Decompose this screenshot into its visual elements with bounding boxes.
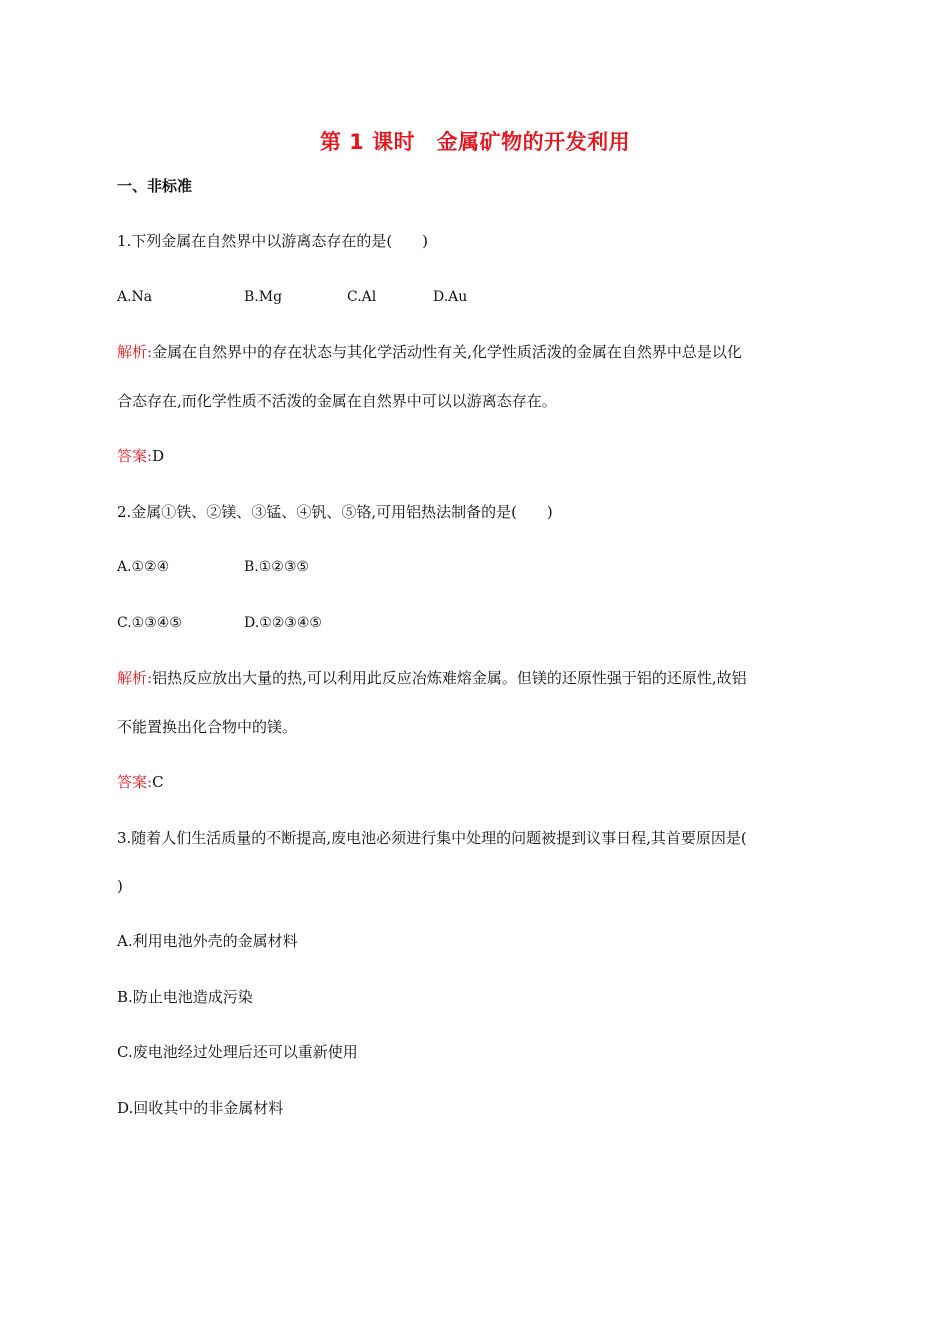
question-1-option-a: A.Na	[117, 289, 153, 305]
question-2-answer	[117, 772, 164, 792]
question-1-answer	[117, 446, 164, 466]
question-2-option-a: A.①②④	[117, 559, 170, 575]
lesson-title: 第 1 课时 金属矿物的开发利用	[319, 130, 631, 154]
question-1-analysis	[117, 342, 742, 362]
answer-value: C	[152, 773, 164, 791]
answer-value: D	[152, 447, 165, 465]
question-3-option-c: C.废电池经过处理后还可以重新使用	[117, 1043, 358, 1061]
analysis-label: 解析:	[117, 343, 153, 361]
question-1-option-b: B.Mg	[244, 289, 283, 305]
answer-label: 答案:	[117, 773, 153, 791]
question-1-option-c: C.Al	[347, 289, 377, 305]
analysis-text: 铝热反应放出大量的热,可以利用此反应冶炼难熔金属。但镁的还原性强于铝的还原性,故铝	[152, 669, 747, 687]
answer-label: 答案:	[117, 447, 153, 465]
question-2-analysis-cont: 不能置换出化合物中的镁。	[117, 718, 298, 736]
question-2-analysis	[117, 668, 747, 688]
question-3-stem-cont: )	[117, 877, 123, 895]
question-2-option-b: B.①②③⑤	[244, 559, 309, 575]
question-2-option-d: D.①②③④⑤	[244, 615, 322, 631]
question-2-option-c: C.①③④⑤	[117, 615, 182, 631]
question-1-stem: 1.下列金属在自然界中以游离态存在的是( )	[117, 232, 429, 250]
question-3-option-b: B.防止电池造成污染	[117, 988, 253, 1006]
question-1-analysis-cont: 合态存在,而化学性质不活泼的金属在自然界中可以以游离态存在。	[117, 392, 557, 410]
analysis-text: 金属在自然界中的存在状态与其化学活动性有关,化学性质活泼的金属在自然界中总是以化	[152, 343, 742, 361]
question-3-stem: 3.随着人们生活质量的不断提高,废电池必须进行集中处理的问题被提到议事日程,其首要原因是(	[117, 829, 747, 847]
question-3-option-a: A.利用电池外壳的金属材料	[117, 932, 298, 950]
analysis-label: 解析:	[117, 669, 153, 687]
question-1-option-d: D.Au	[433, 289, 468, 305]
question-2-stem: 2.金属①铁、②镁、③锰、④钒、⑤铬,可用铝热法制备的是( )	[117, 503, 553, 521]
section-heading: 一、非标准	[117, 177, 193, 195]
question-3-option-d: D.回收其中的非金属材料	[117, 1099, 284, 1117]
